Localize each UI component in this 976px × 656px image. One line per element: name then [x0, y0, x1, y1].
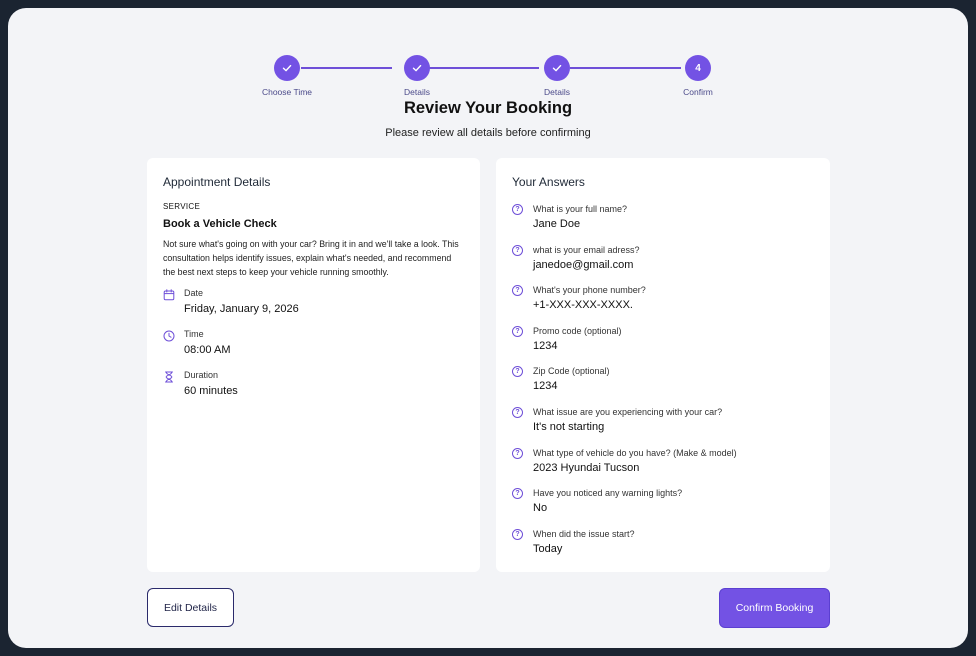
question-text: Have you noticed any warning lights?: [533, 488, 683, 498]
service-description: Not sure what's going on with your car? Bring it in and we'll take a look. This consultation helps identify issues, explain what's needed, and recommend the best next steps to keep your vehicle running smoothly.: [163, 239, 459, 277]
step-details-2[interactable]: [512, 31, 602, 97]
answer-text: No: [533, 502, 548, 514]
clock-icon: [163, 329, 175, 341]
answer-text: 1234: [533, 340, 558, 352]
detail-date: [163, 288, 463, 320]
progress-stepper: [8, 31, 968, 97]
page-subtitle: Please review all details before confirming: [385, 127, 591, 139]
question-icon: ?: [512, 366, 523, 377]
duration-label: Duration: [184, 370, 219, 380]
step-confirm[interactable]: [653, 31, 743, 97]
question-icon: ?: [512, 326, 523, 337]
question-icon: ?: [512, 448, 523, 459]
answer-text: 1234: [533, 380, 558, 392]
page-title: Review Your Booking: [403, 99, 573, 117]
answer-item: [512, 486, 812, 522]
time-value: 08:00 AM: [184, 344, 231, 356]
step-choose-time[interactable]: [242, 31, 332, 97]
check-icon: [274, 55, 300, 81]
question-text: What is your full name?: [533, 204, 628, 214]
question-icon: ?: [512, 488, 523, 499]
question-icon: ?: [512, 245, 523, 256]
question-text: When did the issue start?: [533, 529, 635, 539]
date-label: Date: [184, 288, 204, 298]
booking-window: [8, 8, 968, 648]
answer-item: [512, 324, 812, 360]
confirm-booking-button[interactable]: Confirm Booking: [719, 588, 830, 628]
question-text: what is your email adress?: [533, 245, 640, 255]
card-heading: Appointment Details: [163, 175, 271, 189]
answer-text: Jane Doe: [533, 218, 581, 230]
check-icon: [544, 55, 570, 81]
answer-item: [512, 202, 812, 238]
appointment-details-card: [147, 158, 480, 572]
service-name: Book a Vehicle Check: [163, 218, 277, 230]
step-label: Details: [404, 87, 430, 97]
question-icon: ?: [512, 285, 523, 296]
question-text: What's your phone number?: [533, 285, 646, 295]
question-icon: ?: [512, 407, 523, 418]
step-label: Details: [544, 87, 570, 97]
your-answers-card: [496, 158, 830, 572]
question-icon: ?: [512, 204, 523, 215]
question-text: What type of vehicle do you have? (Make & model): [533, 448, 737, 458]
question-text: Zip Code (optional): [533, 366, 610, 376]
duration-value: 60 minutes: [184, 385, 238, 397]
time-label: Time: [184, 329, 204, 339]
answer-item: [512, 527, 812, 563]
answer-text: +1-XXX-XXX-XXXX.: [533, 299, 633, 311]
date-value: Friday, January 9, 2026: [184, 303, 299, 315]
detail-time: [163, 329, 463, 361]
answer-item: [512, 283, 812, 319]
question-text: What issue are you experiencing with your car?: [533, 407, 723, 417]
answer-item: [512, 243, 812, 279]
step-label: Confirm: [683, 87, 713, 97]
answer-text: It's not starting: [533, 421, 605, 433]
service-tag: SERVICE: [163, 202, 201, 211]
answer-item: [512, 364, 812, 400]
step-number: 4: [685, 55, 711, 81]
answer-item: [512, 405, 812, 441]
answer-text: 2023 Hyundai Tucson: [533, 462, 640, 474]
hourglass-icon: [163, 370, 175, 382]
step-label: Choose Time: [261, 87, 313, 97]
answer-text: Today: [533, 543, 563, 555]
calendar-icon: [163, 288, 175, 300]
answer-item: [512, 446, 812, 482]
edit-details-button[interactable]: Edit Details: [147, 588, 234, 627]
question-text: Promo code (optional): [533, 326, 622, 336]
detail-duration: [163, 370, 463, 402]
question-icon: ?: [512, 529, 523, 540]
step-details-1[interactable]: [372, 31, 462, 97]
check-icon: [404, 55, 430, 81]
answer-text: janedoe@gmail.com: [533, 259, 634, 271]
card-heading: Your Answers: [512, 175, 585, 189]
